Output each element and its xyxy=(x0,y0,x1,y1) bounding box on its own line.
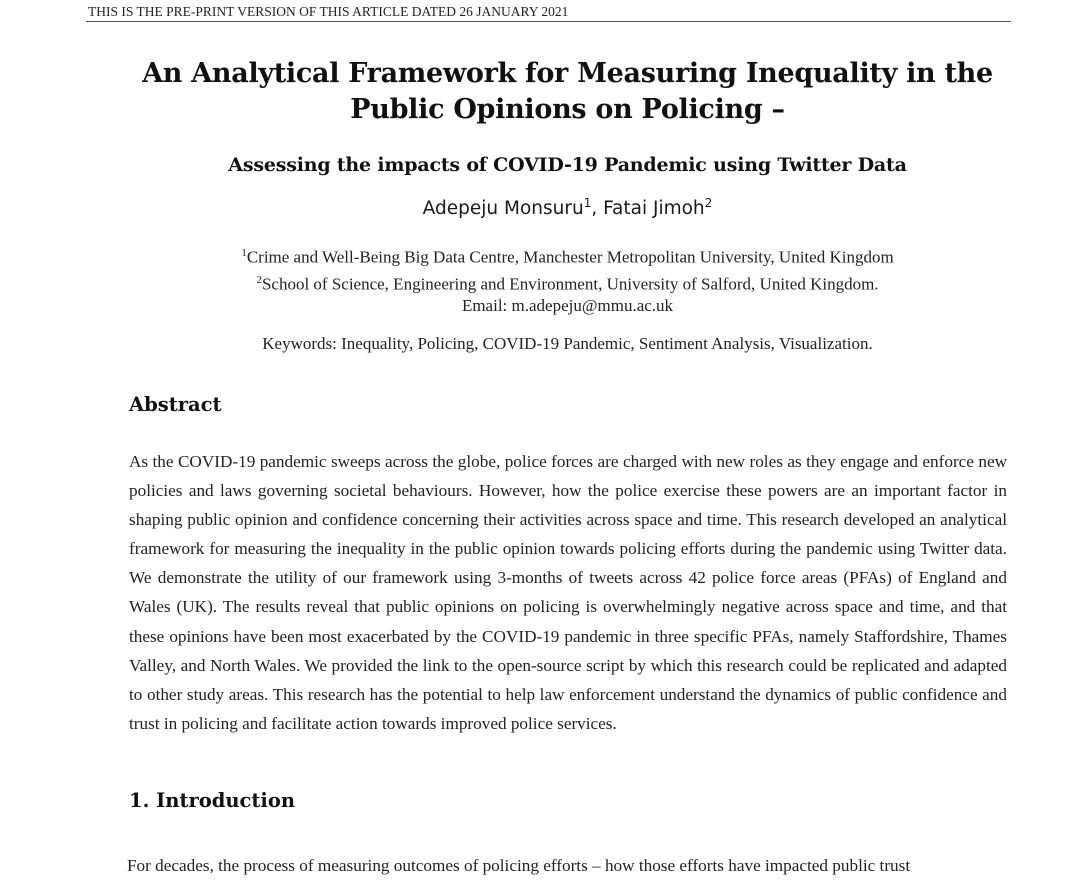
affiliation-mark: 1 xyxy=(241,247,247,259)
author-name: Adepeju Monsuru xyxy=(422,198,584,220)
affiliation-text: School of Science, Engineering and Environment, University of Salford, United Kingdom. xyxy=(261,274,879,294)
author-name: Fatai Jimoh xyxy=(603,198,705,220)
keywords: Keywords: Inequality, Policing, COVID-19 Pandemic, Sentiment Analysis, Visualization. xyxy=(262,334,873,353)
header-divider xyxy=(86,21,1011,22)
abstract-heading: Abstract xyxy=(129,393,222,416)
author-affiliation-mark: 2 xyxy=(704,196,713,210)
author-affiliation-mark: 1 xyxy=(583,196,592,210)
author-separator: , xyxy=(591,198,604,220)
paper-title xyxy=(120,56,1015,128)
affiliations xyxy=(120,242,1015,317)
affiliation-mark: 2 xyxy=(256,273,262,286)
affiliation-line xyxy=(120,269,1015,296)
paper-subtitle: Assessing the impacts of COVID-19 Pandemic using Twitter Data xyxy=(228,154,907,176)
contact-email: Email: m.adepeju@mmu.ac.uk xyxy=(461,296,674,316)
affiliation-line xyxy=(120,242,1015,269)
affiliation-text: Crime and Well-Being Big Data Centre, Manchester Metropolitan University, United Kingdom xyxy=(246,247,894,267)
preprint-notice: THIS IS THE PRE-PRINT VERSION OF THIS ARTICLE DATED 26 JANUARY 2021 xyxy=(88,4,569,19)
paper-title-line-2: Public Opinions on Policing – xyxy=(350,94,785,125)
introduction-heading: 1. Introduction xyxy=(129,789,296,812)
abstract-body: As the COVID-19 pandemic sweeps across the globe, police forces are charged with new roles as they engage and enforce new policies and laws governing societal behaviours. However, how the police exercise these powers are an important factor in shaping public opinion and confidence concerning their activities across space and time. This research developed an analytical framework for measuring the inequality in the public opinion towards policing efforts during the pandemic using Twitter data. We demonstrate the utility of our framework using 3-months of tweets across 42 police force areas (PFAs) of England and Wales (UK). The results reveal that public opinions on policing is overwhelmingly negative across space and time, and that these opinions have been most exacerbated by the COVID-19 pandemic in three specific PFAs, namely Staffordshire, Thames Valley, and North Wales. We provided the link to the open-source script by which this research could be replicated and adapted to other study areas. This research has the potential to help law enforcement understand the dynamics of public confidence and trust in policing and facilitate action towards improved police services. xyxy=(129,452,1007,733)
paper-title-line-1: An Analytical Framework for Measuring Inequality in the xyxy=(142,58,993,89)
introduction-body: For decades, the process of measuring outcomes of policing efforts – how those efforts have impacted public trust xyxy=(127,856,911,875)
author-list xyxy=(120,190,1015,222)
